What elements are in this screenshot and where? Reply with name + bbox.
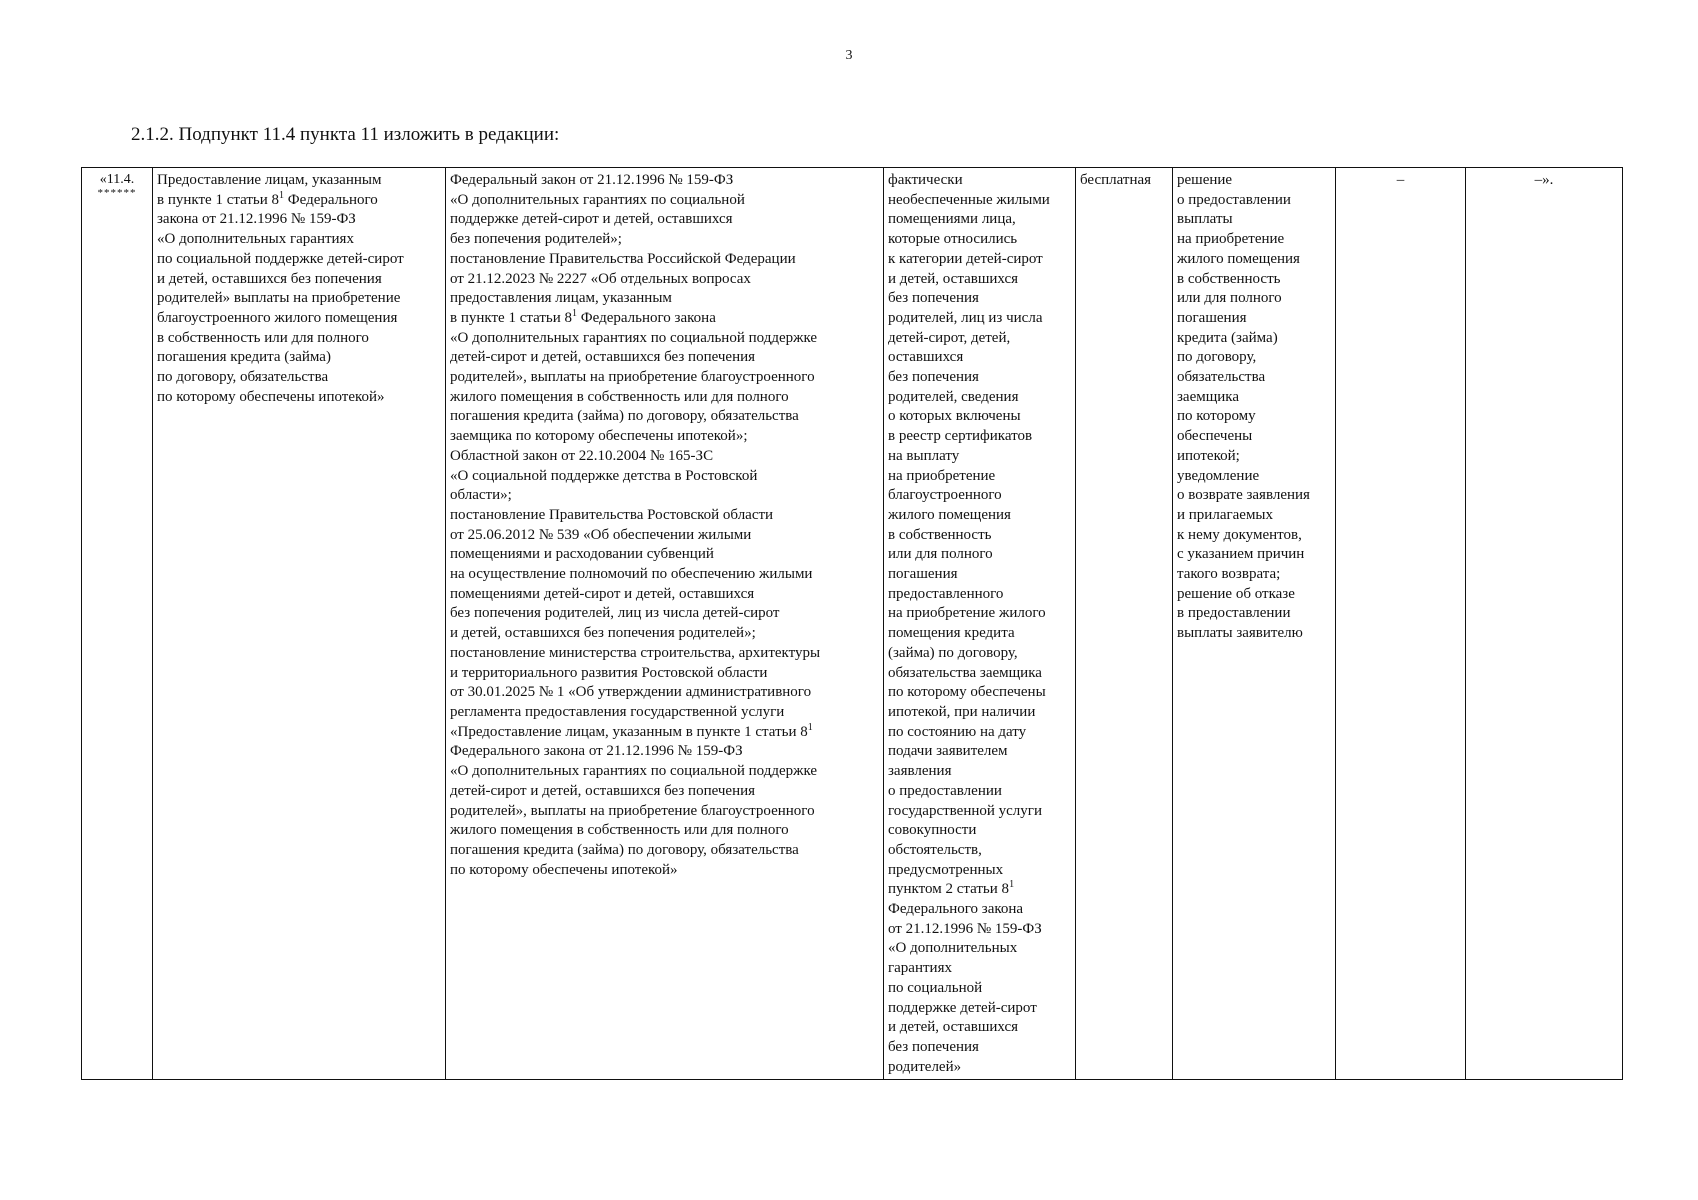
text-line: обеспечены — [1177, 428, 1253, 445]
closing-quote-value: –». — [1534, 172, 1554, 188]
superscript: 1 — [279, 189, 285, 201]
column-8-cell — [1336, 168, 1466, 1080]
text-line: закона от 21.12.1996 № 159-ФЗ — [157, 211, 356, 228]
item-number-cell — [82, 168, 153, 1080]
text-line: без попечения — [888, 369, 979, 386]
text-line: по которому обеспечены ипотекой» — [450, 861, 678, 878]
text-line: постановление министерства строительства, архитектуры — [450, 644, 821, 661]
text-line: заемщика по которому обеспечены ипотекой»; — [450, 428, 748, 445]
text-line: с указанием причин — [1177, 546, 1305, 563]
text-line: или для полного — [1177, 290, 1282, 307]
text-line: детей-сирот, детей, — [888, 329, 1011, 346]
text-line: «Предоставление лицам, указанным в пункте 1 статьи $8^1$ — [450, 721, 813, 740]
dash-value: – — [1396, 172, 1405, 188]
text-line: родителей», выплаты на приобретение благоустроенного — [450, 369, 815, 386]
text-line: «О дополнительных гарантиях по социальной — [450, 191, 745, 208]
text-line: (займа) по договору, — [888, 644, 1018, 661]
text-line: детей-сирот и детей, оставшихся без попечения — [450, 349, 756, 366]
text-line: решение об отказе — [1177, 585, 1295, 602]
footnote-stars: ****** — [97, 187, 137, 199]
text-line: детей-сирот и детей, оставшихся без попечения — [450, 782, 756, 799]
service-name-cell — [153, 168, 446, 1080]
text-line: выплаты — [1177, 211, 1233, 228]
text-line: погашения кредита (займа) по договору, обязательства — [450, 841, 799, 858]
text-line: к нему документов, — [1177, 526, 1302, 543]
text-line: фактически — [888, 172, 963, 188]
text-line: и прилагаемых — [1177, 506, 1274, 523]
text-line: или для полного — [888, 546, 993, 563]
table-row — [82, 168, 1623, 1080]
text-line: в предоставлении — [1177, 605, 1291, 622]
text-line: обстоятельств, — [888, 841, 982, 858]
text-line: по договору, — [1177, 349, 1257, 366]
text-line: помещениями лица, — [888, 211, 1016, 228]
text-line: в пункте 1 статьи $8^1$ Федерального — [157, 189, 378, 208]
text-line: регламента предоставления государственной услуги — [450, 703, 785, 720]
text-line: жилого помещения — [1177, 250, 1300, 267]
text-line: без попечения — [888, 290, 979, 307]
superscript: 1 — [572, 307, 578, 319]
text-line: и детей, оставшихся — [888, 1019, 1019, 1036]
text-line: по которому обеспечены — [888, 684, 1046, 701]
text-line: поддержке детей-сирот и детей, оставшихся — [450, 211, 733, 228]
text-line: обязательства — [1177, 369, 1266, 386]
text-line: жилого помещения — [888, 506, 1011, 523]
text-line: предоставления лицам, указанным — [450, 290, 672, 307]
text-line: от 25.06.2012 № 539 «Об обеспечении жилыми — [450, 526, 752, 543]
text-line: Федерального закона от 21.12.1996 № 159-ФЗ — [450, 743, 743, 760]
services-table — [81, 167, 1623, 1080]
text-line: постановление Правительства Ростовской области — [450, 506, 774, 523]
text-line: по социальной — [888, 979, 983, 996]
text-line: и детей, оставшихся без попечения — [157, 270, 382, 287]
text-line: без попечения родителей»; — [450, 231, 622, 248]
text-line: помещениями и расходовании субвенций — [450, 546, 714, 563]
section-heading: 2.1.2. Подпункт 11.4 пункта 11 изложить в редакции: — [131, 124, 560, 145]
text-line: благоустроенного жилого помещения — [157, 309, 398, 326]
text-line: «О дополнительных гарантиях по социальной поддержке — [450, 763, 818, 780]
text-line: совокупности — [888, 822, 977, 839]
text-line: благоустроенного — [888, 487, 1002, 504]
text-line: «О дополнительных гарантиях по социальной поддержке — [450, 329, 818, 346]
superscript: 1 — [807, 721, 813, 733]
column-9-cell — [1466, 168, 1623, 1080]
result-cell — [1173, 168, 1336, 1080]
text-line: кредита (займа) — [1177, 329, 1278, 346]
text-line: области»; — [450, 487, 512, 504]
superscript: 1 — [1009, 879, 1015, 891]
text-line: решение — [1177, 172, 1233, 188]
text-line: по которому обеспечены ипотекой» — [157, 388, 385, 405]
text-line: погашения — [1177, 309, 1247, 326]
text-line: по состоянию на дату — [888, 723, 1027, 740]
text-line: поддержке детей-сирот — [888, 999, 1037, 1016]
text-line: по социальной поддержке детей-сирот — [157, 250, 404, 267]
text-line: жилого помещения в собственность или для полного — [450, 388, 789, 405]
text-line: «О социальной поддержке детства в Ростовской — [450, 467, 758, 484]
text-line: в пункте 1 статьи $8^1$ Федерального закона — [450, 307, 716, 326]
text-line: «О дополнительных гарантиях — [157, 231, 354, 248]
text-line: государственной услуги — [888, 802, 1042, 819]
text-line: без попечения — [888, 1038, 979, 1055]
text-line: обязательства заемщика — [888, 664, 1042, 681]
text-line: помещениями детей-сирот и детей, оставшихся — [450, 585, 755, 602]
text-line: заявления — [888, 763, 952, 780]
text-line: на осуществление полномочий по обеспечению жилыми — [450, 566, 813, 583]
text-line: такого возврата; — [1177, 566, 1281, 583]
text-line: и территориального развития Ростовской области — [450, 664, 768, 681]
text-line: родителей» — [888, 1058, 962, 1075]
text-line: родителей, сведения — [888, 388, 1019, 405]
text-line: родителей» выплаты на приобретение — [157, 290, 401, 307]
text-line: на выплату — [888, 447, 960, 464]
fee-text: бесплатная — [1080, 172, 1152, 188]
text-line: погашения кредита (займа) — [157, 349, 331, 366]
fee-cell — [1076, 168, 1173, 1080]
text-line: необеспеченные жилыми — [888, 191, 1050, 208]
text-line: родителей», выплаты на приобретение благоустроенного — [450, 802, 815, 819]
text-line: «О дополнительных — [888, 940, 1018, 957]
legal-basis-cell — [446, 168, 884, 1080]
text-line: Федеральный закон от 21.12.1996 № 159-ФЗ — [450, 172, 734, 188]
text-line: о возврате заявления — [1177, 487, 1310, 504]
text-line: к категории детей-сирот — [888, 250, 1043, 267]
text-line: в собственность или для полного — [157, 329, 369, 346]
text-line: уведомление — [1177, 467, 1260, 484]
text-line: по которому — [1177, 408, 1256, 425]
text-line: на приобретение — [1177, 231, 1285, 248]
text-line: подачи заявителем — [888, 743, 1008, 760]
text-line: ипотекой, при наличии — [888, 703, 1036, 720]
text-line: жилого помещения в собственность или для полного — [450, 822, 789, 839]
text-line: в собственность — [1177, 270, 1281, 287]
text-line: которые относились — [888, 231, 1018, 248]
text-line: по договору, обязательства — [157, 369, 329, 386]
text-line: о которых включены — [888, 408, 1021, 425]
text-line: о предоставлении — [888, 782, 1002, 799]
text-line: Предоставление лицам, указанным — [157, 172, 382, 188]
text-line: без попечения родителей, лиц из числа детей-сирот — [450, 605, 780, 622]
text-line: на приобретение жилого — [888, 605, 1046, 622]
text-line: выплаты заявителю — [1177, 625, 1303, 642]
text-line: погашения кредита (займа) по договору, обязательства — [450, 408, 799, 425]
item-number: «11.4. — [99, 172, 135, 187]
text-line: заемщика — [1177, 388, 1240, 405]
recipients-cell — [884, 168, 1076, 1080]
text-line: постановление Правительства Российской Федерации — [450, 250, 796, 267]
text-line: гарантиях — [888, 960, 952, 977]
text-line: в реестр сертификатов — [888, 428, 1033, 445]
text-line: родителей, лиц из числа — [888, 309, 1043, 326]
text-line: Областной закон от 22.10.2004 № 165-ЗС — [450, 447, 714, 464]
text-line: от 21.12.1996 № 159-ФЗ — [888, 920, 1042, 937]
text-line: оставшихся — [888, 349, 964, 366]
text-line: Федерального закона — [888, 901, 1024, 918]
text-line: предусмотренных — [888, 861, 1004, 878]
text-line: в собственность — [888, 526, 992, 543]
text-line: ипотекой; — [1177, 447, 1240, 464]
text-line: помещения кредита — [888, 625, 1015, 642]
text-line: пунктом 2 статьи $8^1$ — [888, 879, 1015, 898]
text-line: от 30.01.2025 № 1 «Об утверждении административного — [450, 684, 812, 701]
text-line: о предоставлении — [1177, 191, 1291, 208]
page-number: 3 — [845, 48, 853, 63]
text-line: предоставленного — [888, 585, 1004, 602]
text-line: и детей, оставшихся без попечения родителей»; — [450, 625, 756, 642]
text-line: погашения — [888, 566, 958, 583]
text-line: от 21.12.2023 № 2227 «Об отдельных вопросах — [450, 270, 751, 287]
text-line: и детей, оставшихся — [888, 270, 1019, 287]
text-line: на приобретение — [888, 467, 996, 484]
